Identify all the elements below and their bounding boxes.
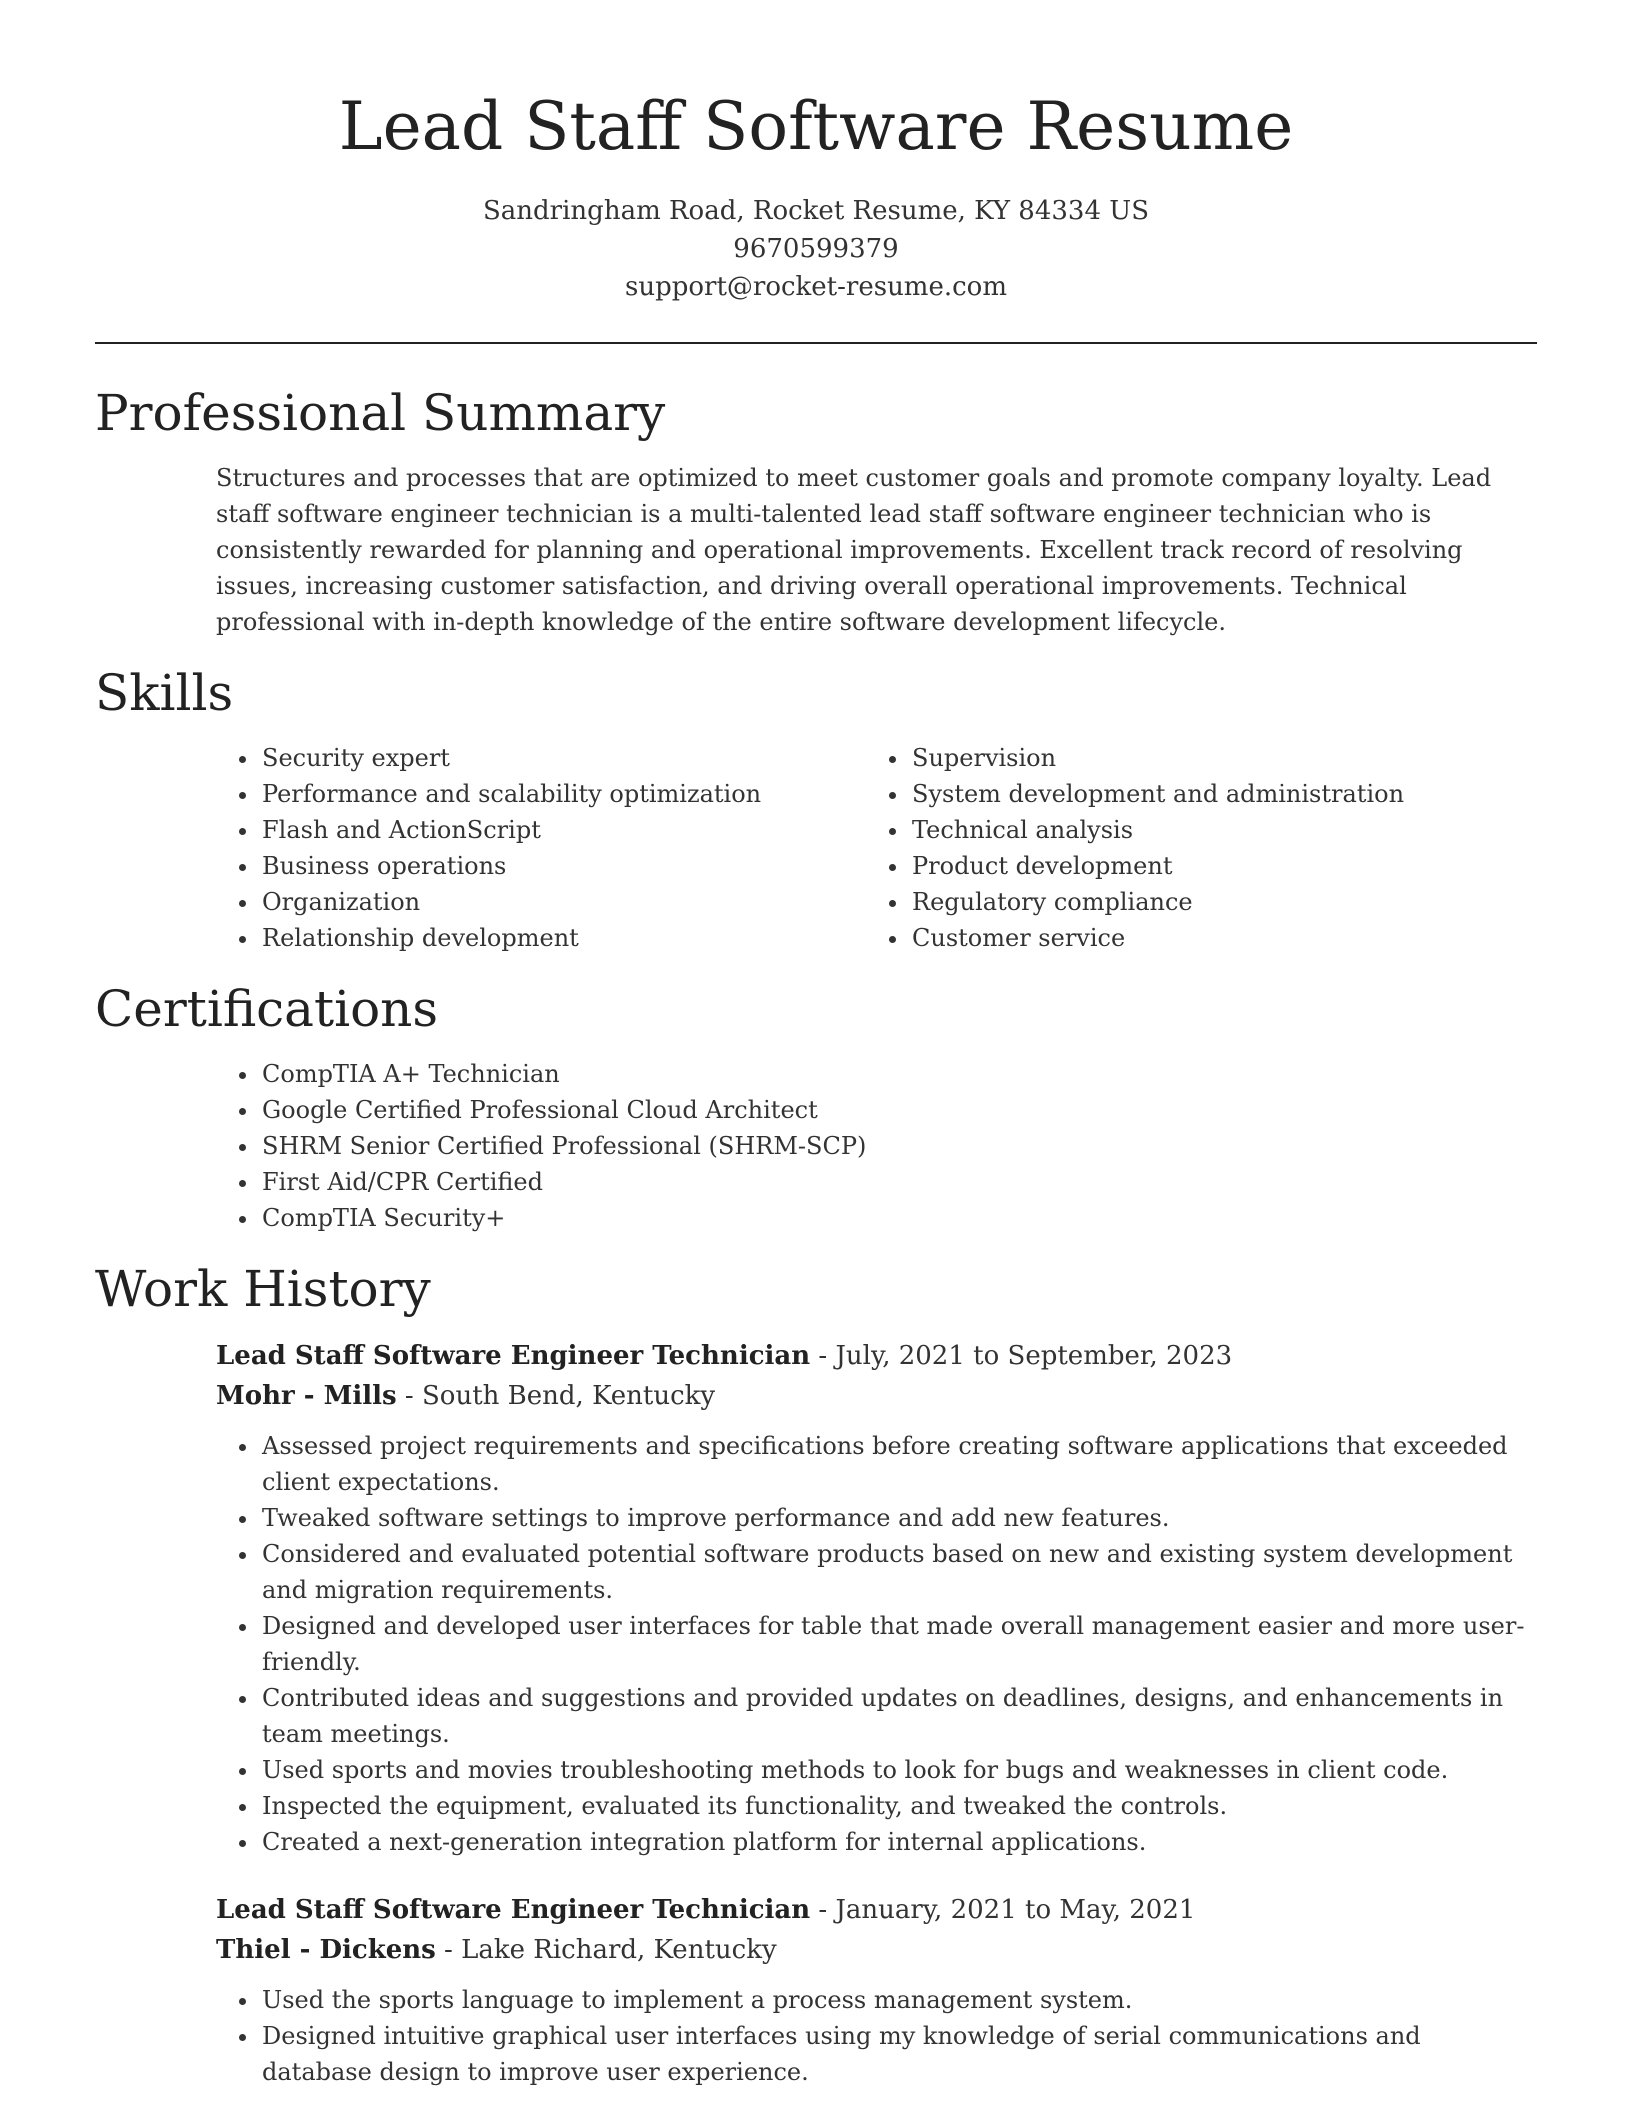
job-role: Lead Staff Software Engineer Technician	[216, 1341, 811, 1371]
job-bullet: • Tweaked software settings to improve performance and add new features.	[260, 1500, 1537, 1536]
job-location: - South Bend, Kentucky	[396, 1381, 716, 1411]
job-entry	[216, 1890, 1537, 2090]
contact-phone: 9670599379	[733, 234, 899, 264]
contact-address: Sandringham Road, Rocket Resume, KY 84334 US	[482, 196, 1150, 226]
skill-item: • Supervision	[910, 740, 1516, 776]
job-bullet: • Designed intuitive graphical user interfaces using my knowledge of serial communications and database design to improve user experience.	[260, 2018, 1537, 2090]
job-bullet: • Inspected the equipment, evaluated its functionality, and tweaked the controls.	[260, 1788, 1537, 1824]
job-bullet: • Considered and evaluated potential software products based on new and existing system development and migration requirements.	[260, 1536, 1537, 1608]
skills-section	[95, 662, 1537, 956]
contact-email: support@rocket-resume.com	[624, 272, 1007, 302]
skill-item: • System development and administration	[910, 776, 1516, 812]
skills-column-left	[216, 740, 866, 956]
certifications-section	[95, 978, 1537, 1236]
job-dates: - January, 2021 to May, 2021	[810, 1895, 1196, 1925]
resume-header	[95, 0, 1537, 306]
resume-page	[95, 0, 1537, 2090]
job-company: Mohr - Mills	[216, 1381, 397, 1411]
job-bullet: • Used the sports language to implement a process management system.	[260, 1982, 1537, 2018]
job-entry	[216, 1336, 1537, 1860]
skill-item: • Regulatory compliance	[910, 884, 1516, 920]
skills-heading: Skills	[95, 664, 234, 722]
skills-columns	[216, 740, 1537, 956]
work-heading: Work History	[95, 1260, 431, 1318]
certifications-heading: Certifications	[95, 980, 439, 1038]
job-role: Lead Staff Software Engineer Technician	[216, 1895, 811, 1925]
job-company-line	[216, 1376, 1537, 1416]
skills-column-right	[866, 740, 1516, 956]
skill-item: • Business operations	[260, 848, 866, 884]
skill-item: • Customer service	[910, 920, 1516, 956]
job-bullet: • Used sports and movies troubleshooting methods to look for bugs and weaknesses in client code.	[260, 1752, 1537, 1788]
job-dates: - July, 2021 to September, 2023	[810, 1341, 1233, 1371]
certification-item: • SHRM Senior Certified Professional (SHRM-SCP)	[260, 1128, 1537, 1164]
summary-text: Structures and processes that are optimized to meet customer goals and promote company loyalty. Lead staff software engineer technician is a multi-talented lead staff software engineer technician who is consistently rewarded for planning and operational improvements. Excellent track record of resolving issues, increasing customer satisfaction, and driving overall operational improvements. Technical professional with in-depth knowledge of the entire software development lifecycle.	[216, 464, 1492, 636]
certification-item: • CompTIA Security+	[260, 1200, 1537, 1236]
contact-block	[95, 192, 1537, 306]
summary-heading: Professional Summary	[95, 384, 666, 442]
job-title-line	[216, 1890, 1537, 1930]
certifications-list	[216, 1056, 1537, 1236]
job-bullet: • Designed and developed user interfaces for table that made overall management easier and more user-friendly.	[260, 1608, 1537, 1680]
skill-item: • Security expert	[260, 740, 866, 776]
header-divider	[95, 342, 1537, 344]
skill-item: • Relationship development	[260, 920, 866, 956]
skill-item: • Product development	[910, 848, 1516, 884]
job-bullet: • Created a next-generation integration platform for internal applications.	[260, 1824, 1537, 1860]
certification-item: • CompTIA A+ Technician	[260, 1056, 1537, 1092]
certification-item: • Google Certified Professional Cloud Architect	[260, 1092, 1537, 1128]
job-title-line	[216, 1336, 1537, 1376]
job-company-line	[216, 1930, 1537, 1970]
job-bullet: • Assessed project requirements and specifications before creating software applications that exceeded client expectations.	[260, 1428, 1537, 1500]
skill-item: • Organization	[260, 884, 866, 920]
skill-item: • Technical analysis	[910, 812, 1516, 848]
skill-item: • Performance and scalability optimization	[260, 776, 866, 812]
summary-section	[95, 382, 1537, 640]
job-bullet: • Contributed ideas and suggestions and provided updates on deadlines, designs, and enhancements in team meetings.	[260, 1680, 1537, 1752]
job-company: Thiel - Dickens	[216, 1935, 436, 1965]
job-location: - Lake Richard, Kentucky	[435, 1935, 777, 1965]
skill-item: • Flash and ActionScript	[260, 812, 866, 848]
resume-name: Lead Staff Software Resume	[338, 88, 1294, 165]
work-section	[95, 1258, 1537, 2090]
certification-item: • First Aid/CPR Certified	[260, 1164, 1537, 1200]
